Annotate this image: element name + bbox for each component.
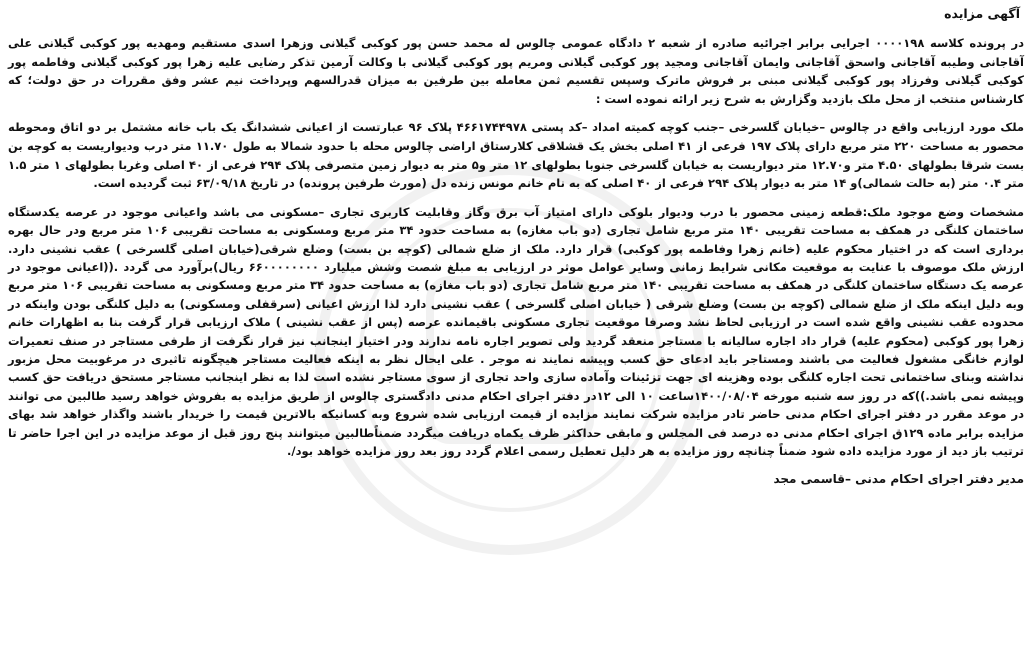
case-paragraph: در پرونده کلاسه ۰۰۰۰۱۹۸ اجرایی برابر اجرائیه صادره از شعبه ۲ دادگاه عمومی چالوس له محمد حسن پور کوکبی گیلانی وزهرا اسدی مستقیم ومهدیه پور کوکبی گیلانی علی آقاجانی وطیبه آقاجانی واسحق آقاجانی وایمان آقاجانی ومجید پور کوکبی گیلانی ومریم پور کوکبی گیلانی با وکالت آرمین تذکر رضایی علیه زهرا پور کوکبی گیلانی وفاطمه پور کوکبی گیلانی وفرزاد پور کوکبی گیلانی مبنی بر فروش ماترک وسپس تقسیم ثمن معامله بین طرفین به میزان قدرالسهم وپرداخت نیم عشر وفق مقررات در حق دولت؛ که کارشناس منتخب از محل ملک بازدید وگزارش به شرح زیر ارائه نموده است : (8, 36, 1024, 106)
property-status-paragraph: مشخصات وضع موجود ملک:قطعه زمینی محصور با درب ودیوار بلوکی دارای امتیاز آب برق وگاز وقابلیت کاربری تجاری –مسکونی می باشد واعیانی موجود در عرصه یکدستگاه ساختمان کلنگی در همکف به مساحت تقریبی ۱۴۰ متر مربع شامل تجاری (دو باب مغازه) به مساحت حدود ۳۴ متر مربع ومسکونی به مساحت تقریبی ۱۰۶ متر مربع ودر حال بهره برداری است که در اختیار محکوم علیه (خانم زهرا وفاطمه پور کوکبی) قرار دارد. ملک از ضلع شمالی (کوچه بن بست) وضلع شرقی(خیابان اصلی گلسرخی ) عقب نشینی دارد. ارزش ملک موصوف با عنایت به موقعیت مکانی شرایط زمانی وسایر عوامل موثر در ارزیابی به مبلغ شصت وشش میلیارد ۶۶۰۰۰۰۰۰۰۰ ریال)برآورد می گردد .((اعیانی موجود در عرصه یک دستگاه ساختمان کلنگی در همکف به مساحت تقریبی ۱۴۰ متر مربع شامل تجاری (دو باب مغازه) به مساحت حدود ۳۴ متر مربع ومسکونی به مساحت تقریبی ۱۰۶ متر مربع وبه دلیل اینکه ملک از ضلع شمالی (کوچه بن بست) وضلع شرقی ( خیابان اصلی گلسرخی ) عقب نشینی دارد لذا ارزش اعیانی (سرقفلی ومسکونی) به دلیل کلنگی بودن واینکه در محدوده عقب نشینی واقع شده است در ارزیابی لحاظ نشد وصرفا موقعیت تجاری مسکونی باقیمانده عرصه (پس از عقب نشینی ) ملاک ارزیابی قرار گرفت بنا به اظهارات خانم زهرا پور کوکبی (محکوم علیه) قرار داد اجاره سالیانه با مستاجر منعقد گردید ولی تصویر اجاره نامه ندارند ودر اختیار اینجانب نیز قرار نگرفت از طرفی مستاجر در صنف تعمیرات لوازم خانگی مشغول فعالیت می باشند ومستاجر باید ادعای حق کسب وپیشه نمایند نه موجر . علی ایحال نظر به اینکه فعالیت مستاجر هیچگونه تاثیری در مرغوبیت محل مزبور نداشته وبنای ساختمانی تحت اجاره کلنگی بوده وهزینه ای جهت تزئینات وآماده سازی واحد تجاری از سوی مستاجر نشده است لذا به نظر اینجانب مستاجر مستحق دریافت حق کسب وپیشه نمی باشد.))که در روز سه شنبه مورخه ۱۴۰۰/۰۸/۰۴ساعت ۱۰ الی ۱۲در دفتر اجرای احکام مدنی دادگستری چالوس از طریق مزایده به بفروش خواهد رسید طالبین می توانند در موعد مقرر در دفتر اجرای احکام مدنی حاضر تادر مزایده شرکت نمایند مزایده از قیمت ارزیابی شده شروع وبه کسانیکه بالاترین قیمت را خریدار باشند واگذار خواهد شد بهای مزایده برابر ماده ۱۲۹ق اجرای احکام مدنی ده درصد فی المجلس و مابقی حداکثر ظرف یکماه دریافت میگردد ضمناًطالبین میتوانند پنج روز قبل از موعد مزایده در این اجرا حاضر تا ترتیب باز دید از مورد مزایده داده شود ضمناً چنانچه روز مزایده به هر دلیل تعطیل رسمی اعلام گردد روز بعد روز مزایده خواهد بود/. (8, 204, 1025, 459)
notice-title: آگهی مزایده (944, 6, 1020, 21)
property-description-paragraph: ملک مورد ارزیابی واقع در چالوس –خیابان گلسرخی –جنب کوچه کمیته امداد –کد پستی ۴۶۶۱۷۴۴۹۷۸ پلاک ۹۶ عبارتست از اعیانی ششدانگ یک باب خانه مشتمل بر دو اتاق ومحوطه محصور به مساحت ۲۲۰ متر مربع دارای پلاک ۱۹۷ فرعی از ۴۱ اصلی بخش یک قشلاقی کلارستاق اراضی چالوس محله با حدود شمالا به طول ۱۱.۷۰ متر درب ودیواریست به کوچه بن بست شرقا بطولهای ۴.۵۰ متر و۱۲.۷۰ متر دیواریست به خیابان گلسرخی جنوبا بطولهای ۱۲ متر و۵ متر به دیوار زمین متصرفی پلاک ۲۹۴ فرعی از ۴۰ اصلی وغربا بطولهای ۱ متر ۱.۵ متر ۰.۴ متر (به حالت شمالی)و ۱۴ متر به دیوار پلاک ۲۹۴ فرعی از ۴۰ اصلی که به نام خانم مونس زنده دل (مورث طرفین پرونده) در تاریخ ۶۳/۰۹/۱۸ ثبت گردیده است. (8, 120, 1025, 191)
signature-line: مدیر دفتر اجرای احکام مدنی –قاسمی مجد (773, 472, 1024, 487)
auction-notice (8, 4, 1024, 488)
